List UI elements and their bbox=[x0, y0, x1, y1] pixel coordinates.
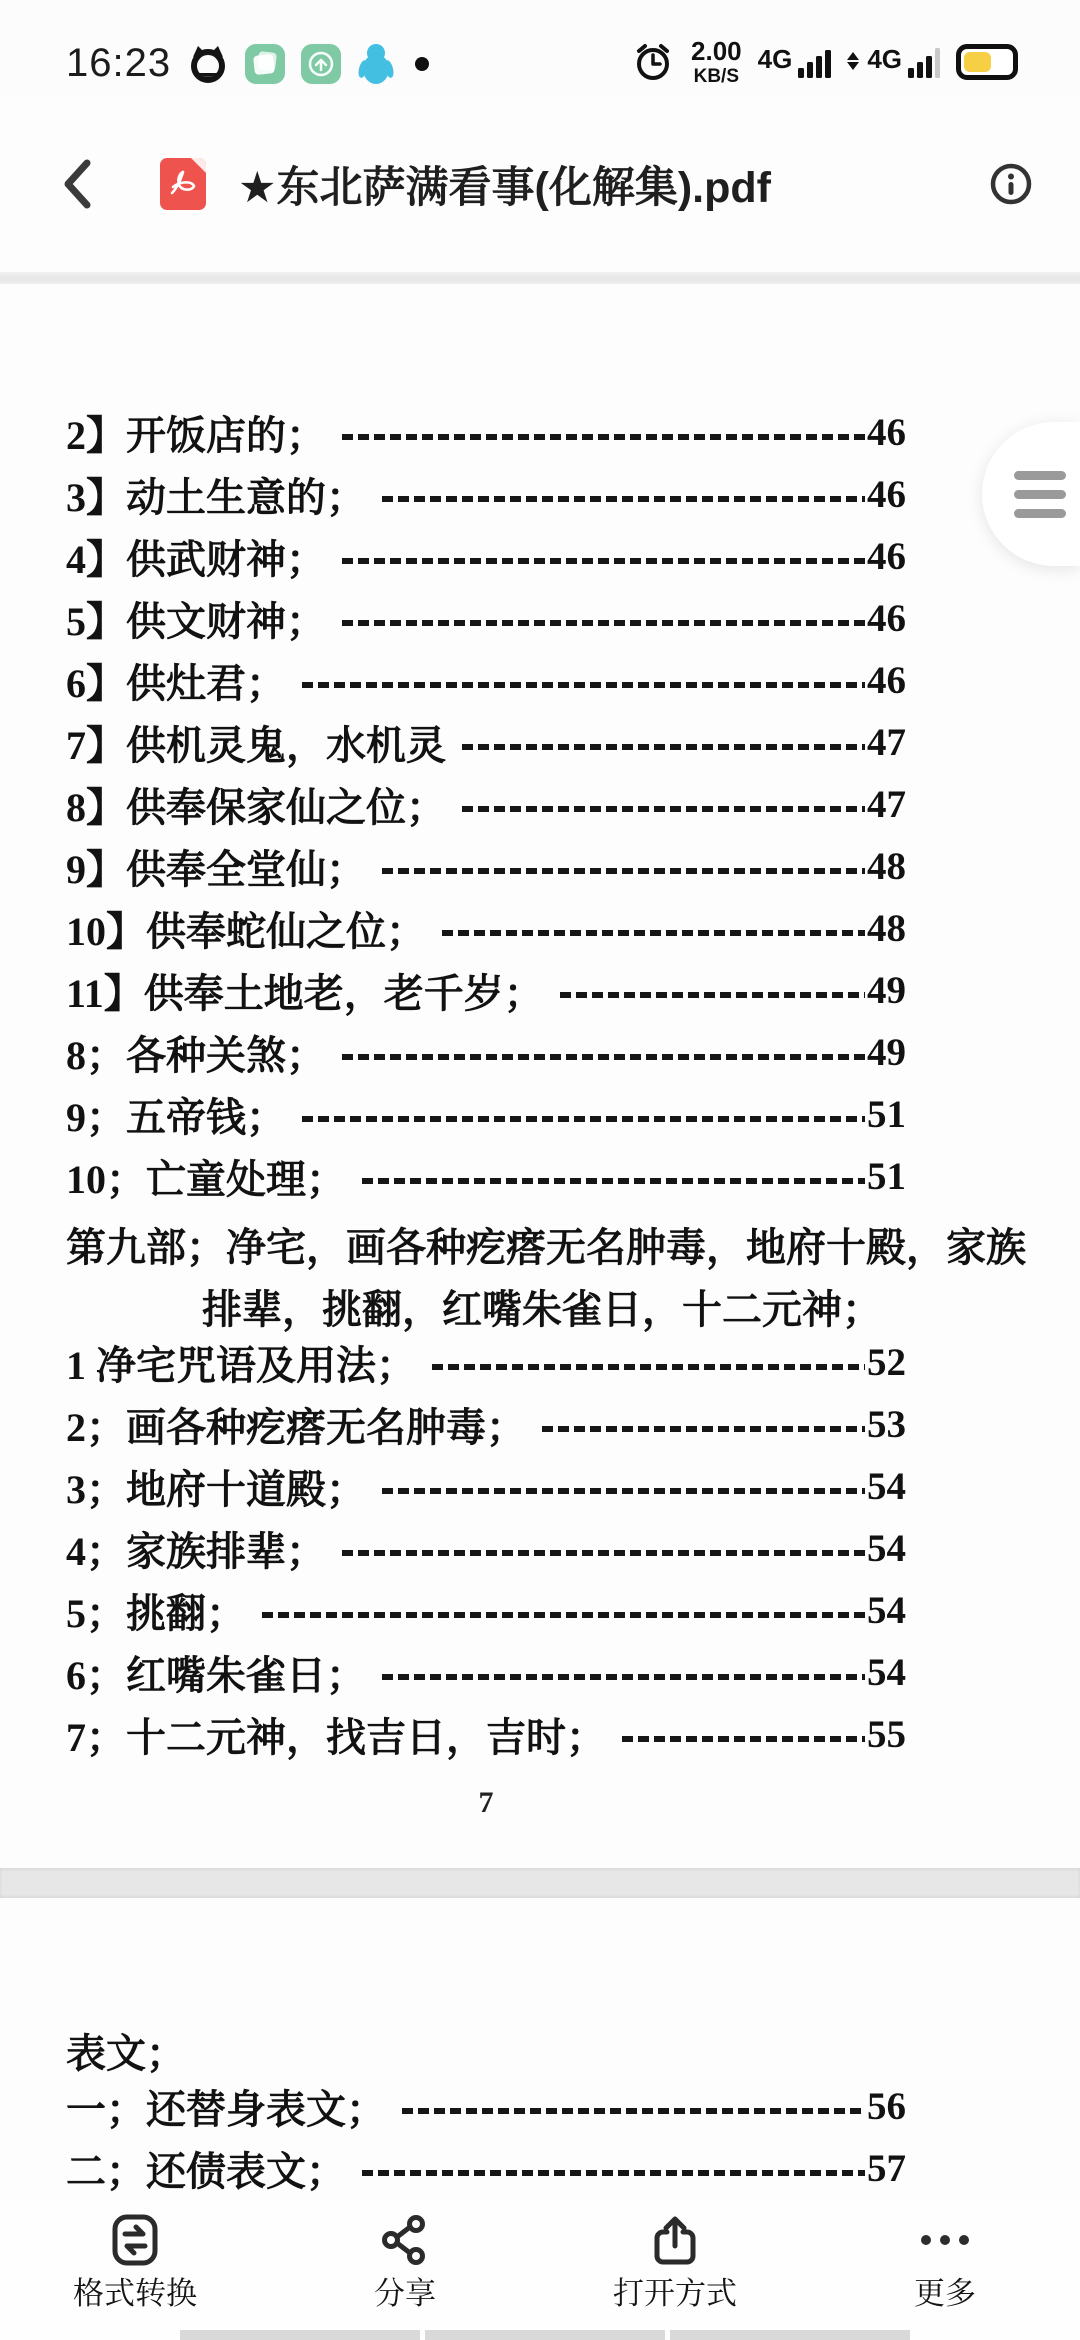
toc-entry bbox=[66, 1154, 906, 1202]
toc-entry-label: 二；还债表文； bbox=[66, 2148, 346, 2194]
toc-entry bbox=[66, 410, 906, 458]
sheet-page-number: 7 bbox=[478, 1786, 494, 1819]
toc-entry-page: 46 bbox=[867, 410, 906, 454]
dotted-leader bbox=[302, 682, 865, 688]
toc-entry-label: 4】供武财神； bbox=[66, 536, 326, 582]
toc-entry bbox=[66, 782, 906, 830]
dotted-leader bbox=[342, 434, 865, 440]
toc-entry-page: 57 bbox=[867, 2146, 906, 2190]
more-dots-icon bbox=[921, 2214, 969, 2266]
dotted-leader bbox=[342, 558, 865, 564]
toc-entry bbox=[66, 1030, 906, 1078]
share-nodes-icon bbox=[379, 2214, 431, 2266]
qq-penguin-icon bbox=[357, 42, 395, 86]
toc-entry bbox=[66, 906, 906, 954]
toc-entry bbox=[66, 2084, 906, 2132]
bottom-edge-strip bbox=[180, 2330, 910, 2340]
clock-time: 16:23 bbox=[66, 41, 172, 85]
more-button[interactable] bbox=[810, 2198, 1080, 2340]
document-title: ★东北萨满看事(化解集).pdf bbox=[238, 163, 771, 212]
pdf-file-icon bbox=[160, 158, 206, 210]
pdf-page-1 bbox=[0, 284, 1080, 1868]
dotted-leader bbox=[462, 744, 865, 750]
toc-entry-label: 8；各种关煞； bbox=[66, 1032, 326, 1078]
open-with-icon bbox=[649, 2214, 701, 2266]
toc-entry-page: 51 bbox=[867, 1154, 906, 1198]
toc-entry-page: 55 bbox=[867, 1712, 906, 1756]
dotted-leader bbox=[382, 1488, 865, 1494]
toc-entry bbox=[66, 968, 906, 1016]
toc-entry-label: 3】动土生意的； bbox=[66, 474, 366, 520]
toc-entry-page: 48 bbox=[867, 906, 906, 950]
toc-entry bbox=[66, 596, 906, 644]
share-button[interactable] bbox=[270, 2198, 540, 2340]
toc-section-heading-line1: 第九部；净宅，画各种疙瘩无名肿毒，地府十殿，家族 bbox=[66, 1225, 1026, 1270]
toc-entry-page: 48 bbox=[867, 844, 906, 888]
toc-entry-page: 54 bbox=[867, 1526, 906, 1570]
dotted-leader bbox=[302, 1116, 865, 1122]
toc-entry bbox=[66, 1712, 906, 1760]
toc-entry-page: 52 bbox=[867, 1340, 906, 1384]
toc-entry bbox=[66, 1092, 906, 1140]
dotted-leader bbox=[560, 992, 865, 998]
toc-entry-page: 47 bbox=[867, 782, 906, 826]
dotted-leader bbox=[362, 2170, 865, 2176]
toc-entry-page: 49 bbox=[867, 968, 906, 1012]
toc-entry-page: 49 bbox=[867, 1030, 906, 1074]
toc-entry-page: 54 bbox=[867, 1464, 906, 1508]
toc-entry bbox=[66, 472, 906, 520]
dotted-leader bbox=[342, 1550, 865, 1556]
toc-entry bbox=[66, 1464, 906, 1512]
toc-entry-label: 9；五帝钱； bbox=[66, 1094, 286, 1140]
toc-entry bbox=[66, 1588, 906, 1636]
toc-entry-page: 51 bbox=[867, 1092, 906, 1136]
toc-entry bbox=[66, 1340, 906, 1388]
dotted-leader bbox=[542, 1426, 865, 1432]
data-updown-icon bbox=[847, 52, 859, 70]
toc-entry-label: 5；挑翻； bbox=[66, 1590, 246, 1636]
toc-entry-label: 5】供文财神； bbox=[66, 598, 326, 644]
toc-entry-page: 46 bbox=[867, 658, 906, 702]
toc-entry-label: 一；还替身表文； bbox=[66, 2086, 386, 2132]
toc-entry-page: 46 bbox=[867, 534, 906, 578]
toc-entry-page: 46 bbox=[867, 472, 906, 516]
notes-app-icon bbox=[245, 44, 285, 84]
info-button[interactable] bbox=[988, 161, 1034, 207]
toc-entry-label: 3；地府十道殿； bbox=[66, 1466, 366, 1512]
toc-entry-page: 47 bbox=[867, 720, 906, 764]
toc-entry-label: 9】供奉全堂仙； bbox=[66, 846, 366, 892]
dotted-leader bbox=[382, 1674, 865, 1680]
app-header bbox=[0, 96, 1080, 272]
toc-entry bbox=[66, 534, 906, 582]
toolbar-item-label: 打开方式 bbox=[613, 2276, 737, 2311]
header-divider bbox=[0, 272, 1080, 284]
toc-entry-label: 7；十二元神，找吉日，吉时； bbox=[66, 1714, 606, 1760]
dotted-leader bbox=[432, 1364, 865, 1370]
toc-entry-page: 46 bbox=[867, 596, 906, 640]
signal-bars-icon bbox=[908, 48, 940, 78]
dotted-leader bbox=[262, 1612, 865, 1618]
dotted-leader bbox=[462, 806, 865, 812]
toc-entry-page: 54 bbox=[867, 1588, 906, 1632]
status-bar bbox=[0, 0, 1080, 96]
toolbar-item-label: 分享 bbox=[374, 2276, 436, 2311]
toc-section-heading-line2: 排辈，挑翻，红嘴朱雀日，十二元神； bbox=[202, 1287, 882, 1332]
dotted-leader bbox=[362, 1178, 865, 1184]
toc-entry-label: 6】供灶君； bbox=[66, 660, 286, 706]
toc-entry bbox=[66, 720, 906, 768]
dotted-leader bbox=[622, 1736, 865, 1742]
sim2-signal: 4G bbox=[847, 46, 940, 78]
toc-section-heading: 表文； bbox=[66, 2031, 186, 2076]
toc-entry-page: 53 bbox=[867, 1402, 906, 1446]
battery-icon bbox=[956, 44, 1018, 80]
dotted-leader bbox=[382, 868, 865, 874]
toc-entry-label: 4；家族排辈； bbox=[66, 1528, 326, 1574]
toc-entry-label: 1 净宅咒语及用法； bbox=[66, 1342, 416, 1388]
toc-entry bbox=[66, 844, 906, 892]
dotted-leader bbox=[382, 496, 865, 502]
bull-app-icon bbox=[187, 43, 229, 85]
toc-entry-label: 10】供奉蛇仙之位； bbox=[66, 908, 426, 954]
toc-entry-label: 7】供机灵鬼，水机灵 bbox=[66, 722, 446, 768]
toc-entry-label: 2；画各种疙瘩无名肿毒； bbox=[66, 1404, 526, 1450]
dotted-leader bbox=[342, 1054, 865, 1060]
open-with-button[interactable] bbox=[540, 2198, 810, 2340]
toc-entry-label: 10；亡童处理； bbox=[66, 1156, 346, 1202]
toc-entry bbox=[66, 1402, 906, 1450]
upload-app-icon bbox=[301, 44, 341, 84]
back-button[interactable] bbox=[60, 158, 96, 210]
format-convert-button[interactable] bbox=[0, 2198, 270, 2340]
toolbar-item-label: 格式转换 bbox=[73, 2276, 197, 2311]
bottom-toolbar bbox=[0, 2198, 1080, 2340]
toc-entry bbox=[66, 1650, 906, 1698]
dotted-leader bbox=[442, 930, 865, 936]
toc-entry-page: 54 bbox=[867, 1650, 906, 1694]
sim1-signal: 4G bbox=[758, 46, 832, 78]
dotted-leader bbox=[402, 2108, 865, 2114]
toc-entry-label: 11】供奉土地老，老千岁； bbox=[66, 970, 544, 1016]
toc-entry-label: 6；红嘴朱雀日； bbox=[66, 1652, 366, 1698]
toc-entry-label: 8】供奉保家仙之位； bbox=[66, 784, 446, 830]
network-speed: 2.00 KB/S bbox=[691, 36, 742, 87]
alarm-icon bbox=[631, 40, 675, 84]
format-convert-icon bbox=[110, 2214, 160, 2266]
toc-entry-page: 56 bbox=[867, 2084, 906, 2128]
toolbar-item-label: 更多 bbox=[914, 2276, 976, 2311]
page-gap bbox=[0, 1868, 1080, 1898]
toc-entry bbox=[66, 658, 906, 706]
dotted-leader bbox=[342, 620, 865, 626]
toc-entry bbox=[66, 2146, 906, 2194]
notification-dot-icon bbox=[415, 57, 429, 71]
toc-entry-label: 2】开饭店的； bbox=[66, 412, 326, 458]
toc-entry bbox=[66, 1526, 906, 1574]
signal-bars-icon bbox=[798, 50, 831, 78]
